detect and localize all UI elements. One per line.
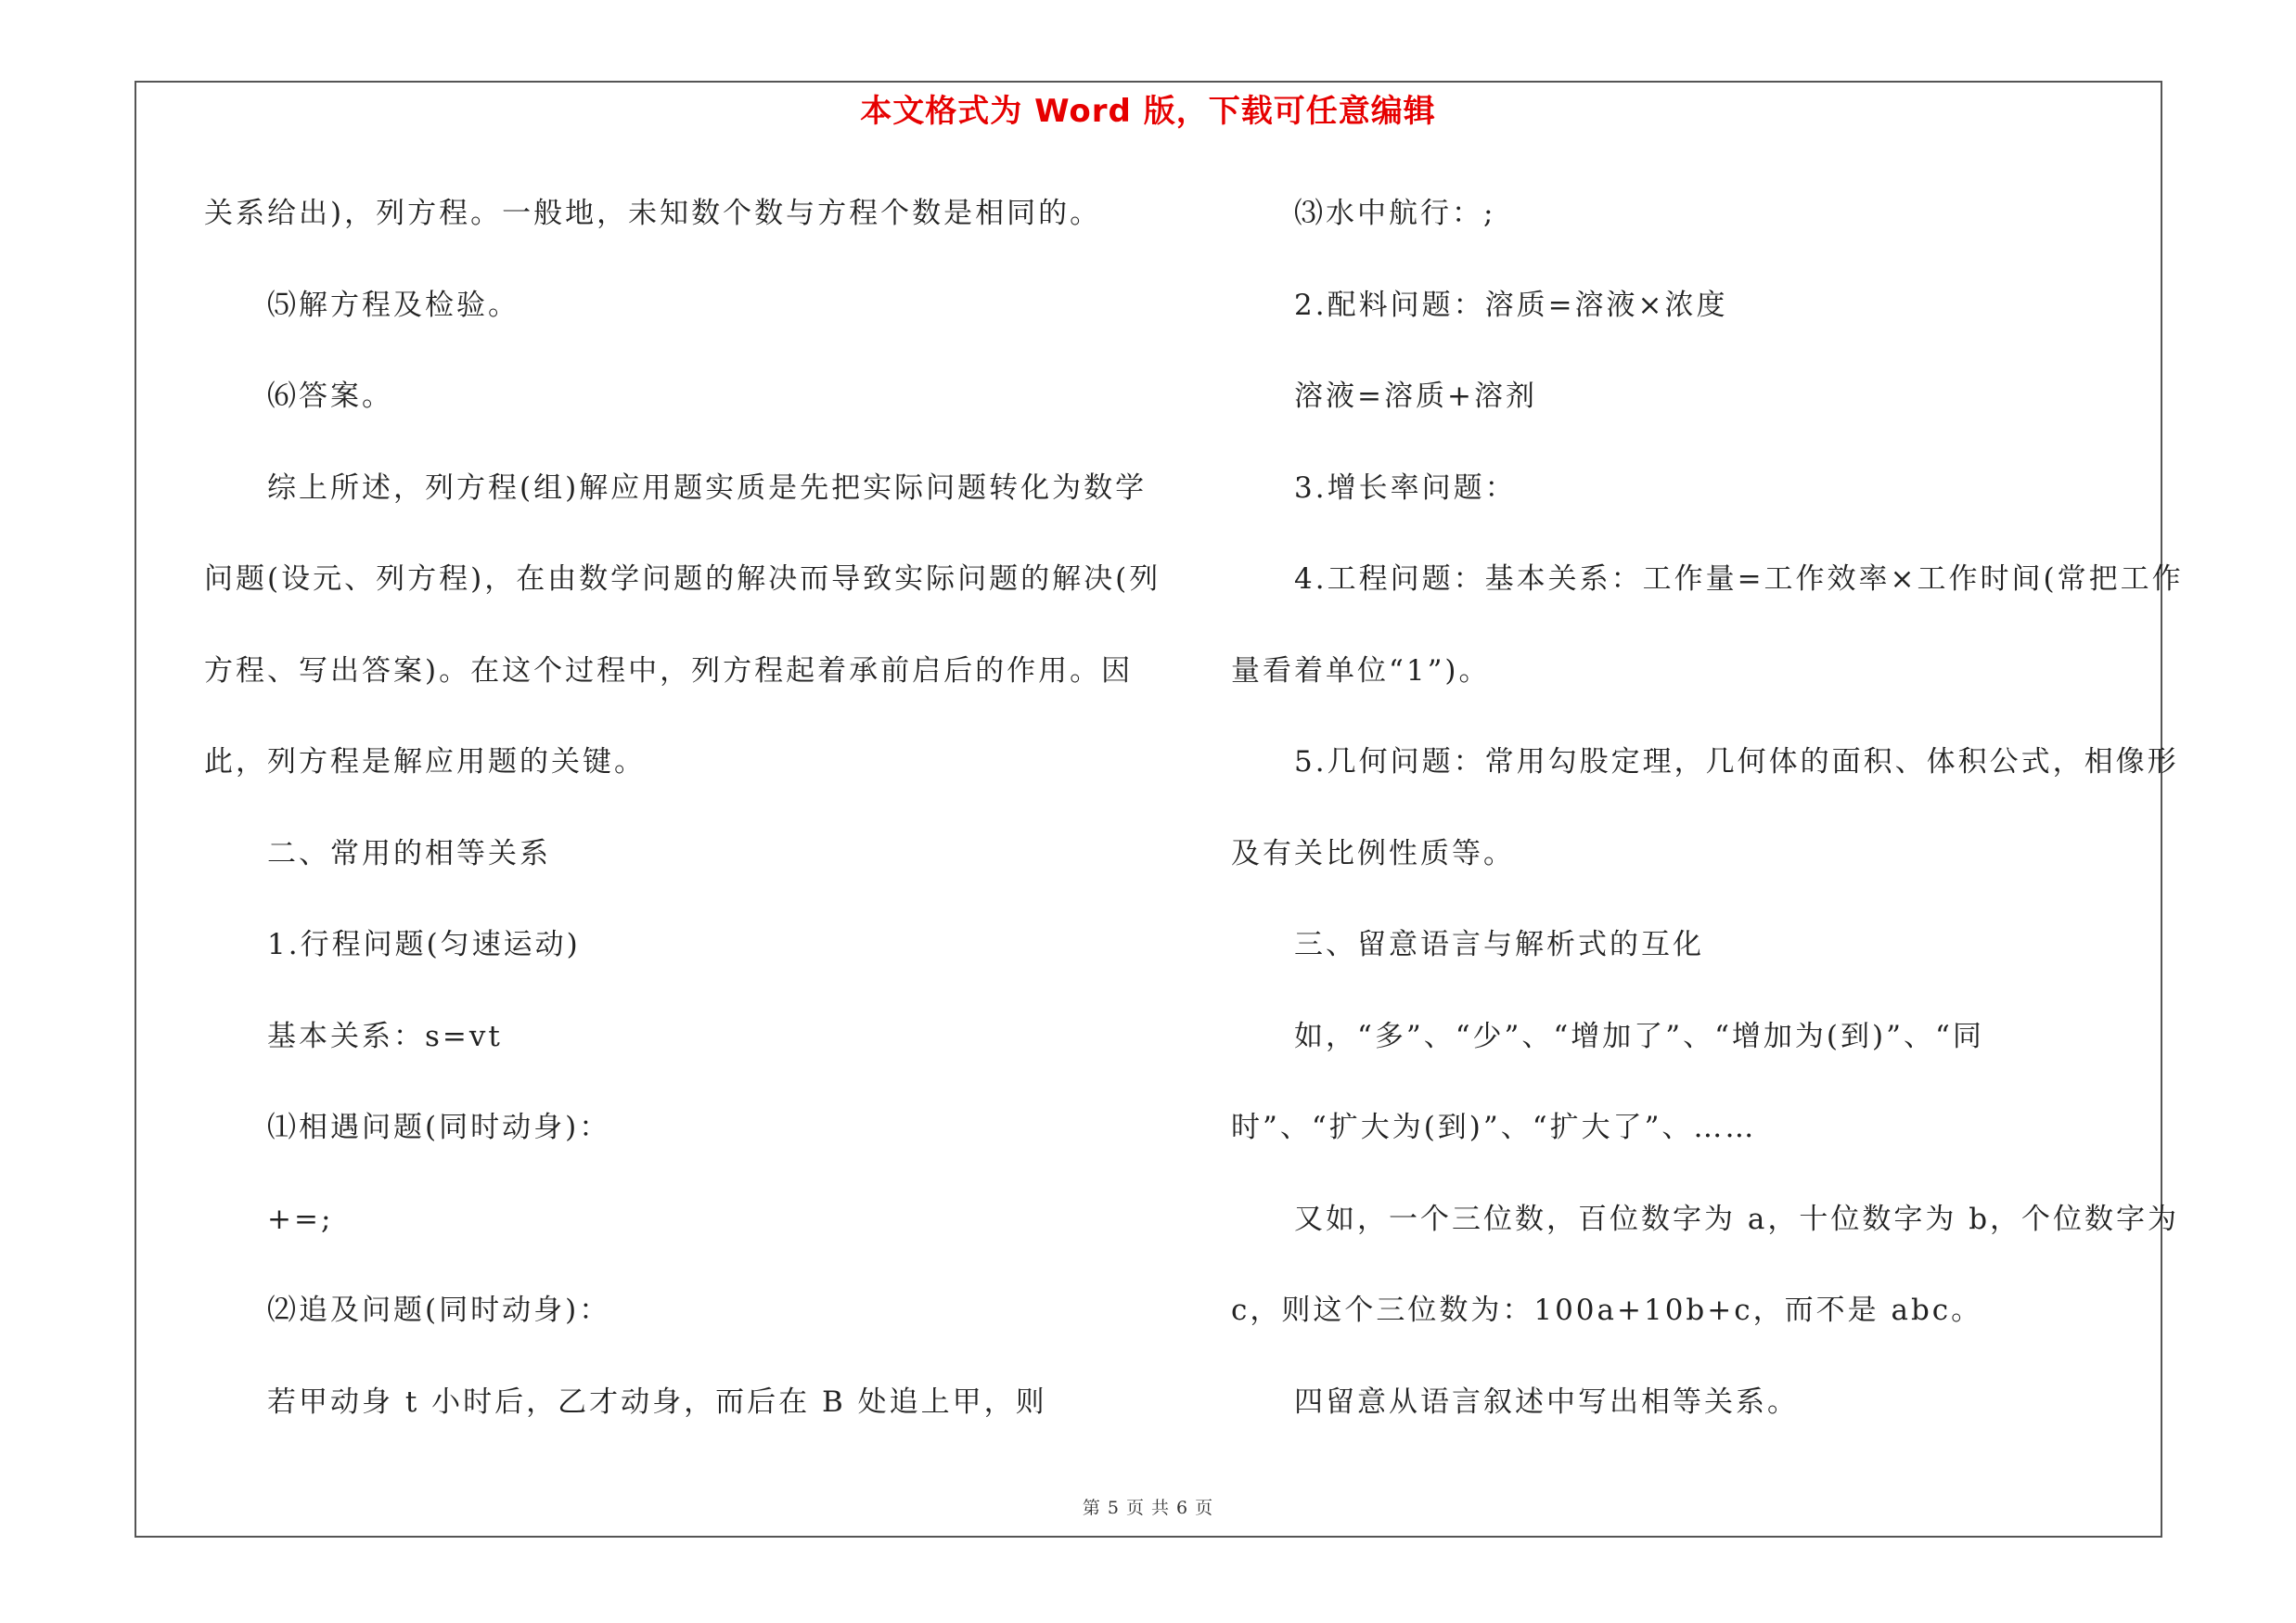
right-line-3: 溶液=溶质+溶剂: [1294, 380, 1537, 413]
page-number-footer: 第 5 页 共 6 页: [1082, 1498, 1214, 1518]
right-line-12: 又如，一个三位数，百位数字为 a，十位数字为 b，个位数字为: [1294, 1202, 2180, 1236]
left-line-6: 方程、写出答案)。在这个过程中，列方程起着承前启后的作用。因: [204, 653, 1134, 688]
right-line-14: 四留意从语言叙述中写出相等关系。: [1294, 1385, 1799, 1419]
left-line-2: ⑸解方程及检验。: [267, 288, 519, 322]
right-line-9: 三、留意语言与解析式的互化: [1294, 928, 1704, 961]
left-line-13: ⑵追及问题(同时动身)：: [267, 1294, 611, 1327]
format-banner: 本文格式为 Word 版，下载可任意编辑: [860, 93, 1436, 130]
left-line-14: 若甲动身 t 小时后，乙才动身，而后在 B 处追上甲，则: [267, 1385, 1047, 1419]
left-column: [204, 186, 1161, 1465]
left-line-5: 问题(设元、列方程)，在由数学问题的解决而导致实际问题的解决(列: [204, 562, 1161, 596]
right-line-13: c，则这个三位数为：100a+10b+c，而不是 abc。: [1231, 1294, 1983, 1327]
left-line-4: 综上所述，列方程(组)解应用题实质是先把实际问题转化为数学: [267, 470, 1148, 505]
right-line-4: 3.增长率问题：: [1294, 470, 1517, 505]
left-line-9: 1.行程问题(匀速运动): [267, 928, 581, 961]
right-line-11: 时”、“扩大为(到)”、“扩大了”、……: [1231, 1111, 1757, 1144]
right-line-5: 4.工程问题：基本关系：工作量=工作效率×工作时间(常把工作: [1294, 562, 2184, 596]
right-line-6: 量看着单位“1”)。: [1231, 653, 1491, 688]
right-line-7: 5.几何问题：常用勾股定理，几何体的面积、体积公式，相像形: [1294, 745, 2179, 779]
right-line-10: 如，“多”、“少”、“增加了”、“增加为(到)”、“同: [1294, 1019, 1984, 1053]
right-line-2: 2.配料问题：溶质=溶液×浓度: [1294, 288, 1728, 322]
left-line-12: +=;: [267, 1202, 334, 1236]
right-line-8: 及有关比例性质等。: [1231, 836, 1515, 870]
left-line-3: ⑹答案。: [267, 380, 393, 413]
left-line-8: 二、常用的相等关系: [267, 836, 551, 870]
left-line-7: 此，列方程是解应用题的关键。: [204, 745, 646, 779]
right-column: [1231, 186, 2184, 1465]
right-line-1: ⑶水中航行：;: [1294, 197, 1496, 230]
left-line-1: 关系给出)，列方程。一般地，未知数个数与方程个数是相同的。: [204, 197, 1102, 230]
left-line-11: ⑴相遇问题(同时动身)：: [267, 1111, 611, 1144]
left-line-10: 基本关系：s=vt: [267, 1019, 503, 1053]
